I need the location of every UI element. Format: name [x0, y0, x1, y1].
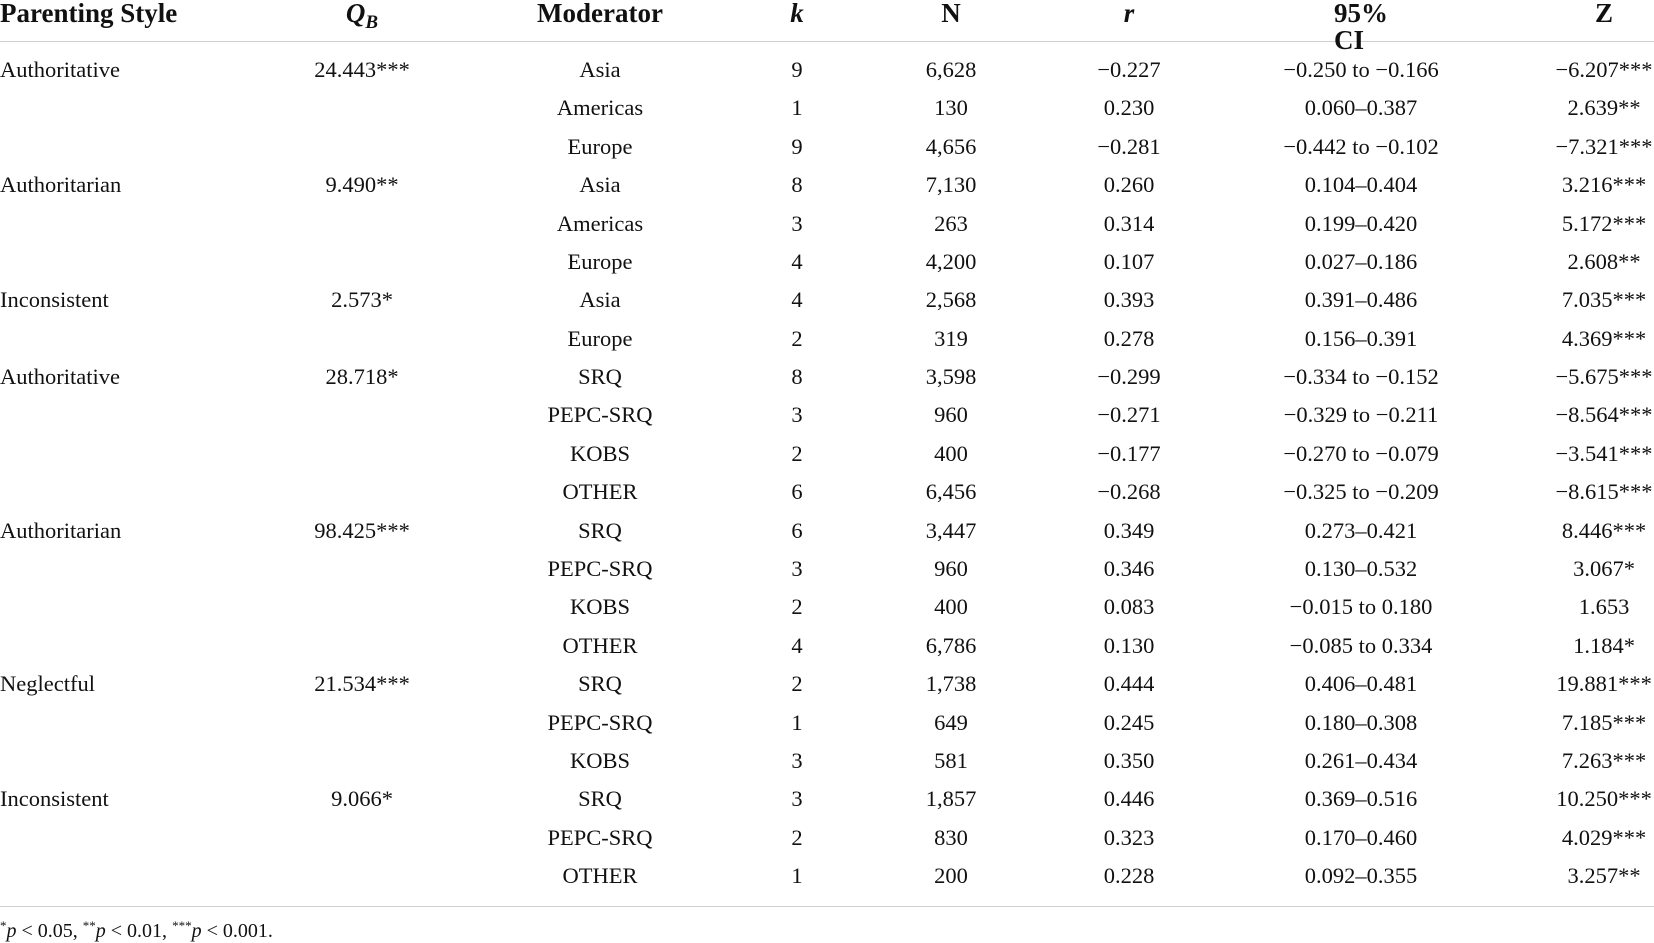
cell-ci-value: 0.391–0.486	[1304, 287, 1418, 313]
cell-ci-value: −0.325 to −0.209	[1283, 479, 1439, 505]
cell-n-value: 3,447	[925, 517, 977, 543]
footnote-text-1: < 0.05,	[16, 920, 83, 942]
table-row	[0, 358, 1654, 396]
cell-moderator-value: KOBS	[569, 440, 631, 466]
table-row	[0, 397, 1654, 435]
cell-n-value: 649	[934, 709, 968, 735]
table-row	[0, 281, 1654, 319]
cell-z-value: 7.035***	[1561, 287, 1647, 313]
cell-z-value: 1.653	[1578, 594, 1630, 620]
table-row	[0, 588, 1654, 626]
cell-qb-value: 21.534***	[314, 671, 410, 697]
cell-parenting-style	[0, 289, 109, 312]
table-row	[0, 627, 1654, 665]
cell-ci-value: 0.170–0.460	[1304, 824, 1418, 850]
cell-k-value: 3	[791, 786, 803, 812]
cell-z-value: 10.250***	[1556, 786, 1652, 812]
cell-parenting-style-value: Authoritative	[0, 364, 120, 390]
cell-ci-value: −0.085 to 0.334	[1289, 632, 1433, 658]
cell-ci-value: 0.027–0.186	[1304, 248, 1418, 274]
header-z-label: Z	[1595, 0, 1614, 28]
cell-k-value: 9	[791, 56, 803, 82]
cell-ci-value: 0.060–0.387	[1304, 95, 1418, 121]
cell-z-value: −6.207***	[1555, 56, 1653, 82]
table-row	[0, 819, 1654, 857]
cell-k-value: 2	[791, 671, 803, 697]
table-row	[0, 166, 1654, 204]
cell-moderator-value: Asia	[579, 56, 621, 82]
cell-k-value: 6	[791, 479, 803, 505]
cell-moderator-value: OTHER	[562, 863, 638, 889]
cell-r-value: −0.177	[1097, 440, 1161, 466]
cell-moderator-value: Europe	[567, 325, 633, 351]
table-bottom-rule	[0, 906, 1654, 907]
cell-n-value: 4,656	[925, 133, 977, 159]
cell-r-value: 0.349	[1103, 517, 1155, 543]
header-moderator-label: Moderator	[537, 0, 663, 28]
header-k-label: k	[790, 0, 804, 28]
table-row	[0, 320, 1654, 358]
header-parenting-style: Parenting Style	[0, 0, 178, 28]
cell-parenting-style-value: Authoritative	[0, 56, 120, 82]
cell-ci-value: −0.442 to −0.102	[1283, 133, 1439, 159]
cell-k-value: 3	[791, 747, 803, 773]
cell-k-value: 4	[791, 248, 803, 274]
cell-moderator-value: PEPC-SRQ	[547, 556, 653, 582]
table-row	[0, 857, 1654, 895]
cell-z-value: −8.564***	[1555, 402, 1653, 428]
table-row	[0, 512, 1654, 550]
cell-z-value: 2.639**	[1567, 95, 1641, 121]
cell-r-value: −0.271	[1097, 402, 1161, 428]
footnote-star-2: **	[82, 918, 96, 933]
cell-ci-value: 0.092–0.355	[1304, 863, 1418, 889]
cell-moderator-value: Europe	[567, 133, 633, 159]
cell-parenting-style	[0, 56, 120, 82]
cell-r-value: 0.346	[1103, 556, 1155, 582]
cell-r-value: −0.281	[1097, 133, 1161, 159]
cell-k-value: 1	[791, 863, 803, 889]
cell-ci-value: −0.270 to −0.079	[1283, 440, 1439, 466]
cell-parenting-style-value: Inconsistent	[0, 287, 109, 313]
cell-moderator-value: Americas	[556, 95, 644, 121]
cell-parenting-style-value: Authoritarian	[0, 172, 122, 198]
table-row	[0, 665, 1654, 703]
header-ci-label: 95% CI	[1334, 0, 1388, 55]
cell-r-value: 0.278	[1103, 325, 1155, 351]
cell-n-value: 1,738	[925, 671, 977, 697]
cell-n-value: 581	[934, 747, 968, 773]
cell-r-value: −0.268	[1097, 479, 1161, 505]
cell-ci-value: 0.369–0.516	[1304, 786, 1418, 812]
cell-parenting-style	[0, 366, 120, 389]
cell-k-value: 3	[791, 402, 803, 428]
cell-moderator-value: Americas	[556, 210, 644, 236]
cell-k-value: 8	[791, 172, 803, 198]
cell-r-value: −0.227	[1097, 56, 1161, 82]
cell-r-value: 0.350	[1103, 747, 1155, 773]
cell-n-value: 6,456	[925, 479, 977, 505]
cell-z-value: −8.615***	[1555, 479, 1653, 505]
significance-footnote	[0, 919, 273, 941]
cell-r-value: 0.228	[1103, 863, 1155, 889]
cell-n-value: 960	[934, 402, 968, 428]
cell-ci-value: 0.156–0.391	[1304, 325, 1418, 351]
cell-n-value: 960	[934, 556, 968, 582]
cell-moderator-value: PEPC-SRQ	[547, 402, 653, 428]
cell-n-value: 6,786	[925, 632, 977, 658]
cell-ci-value: −0.334 to −0.152	[1283, 364, 1439, 390]
footnote-p-2: p	[95, 920, 106, 942]
cell-n-value: 200	[934, 863, 968, 889]
cell-moderator-value: Asia	[579, 287, 621, 313]
cell-qb-value: 98.425***	[314, 517, 410, 543]
header-n-label: N	[941, 0, 961, 28]
header-qb-subscript: B	[365, 12, 379, 33]
footnote-text-3: < 0.001.	[201, 920, 273, 942]
cell-parenting-style-value: Authoritarian	[0, 517, 122, 543]
cell-z-value: 8.446***	[1561, 517, 1647, 543]
cell-z-value: 7.263***	[1561, 747, 1647, 773]
cell-parenting-style-value: Neglectful	[0, 671, 95, 697]
cell-n-value: 1,857	[925, 786, 977, 812]
cell-ci-value: 0.406–0.481	[1304, 671, 1418, 697]
cell-moderator-value: SRQ	[578, 517, 622, 543]
cell-ci-value: −0.329 to −0.211	[1283, 402, 1439, 428]
cell-moderator-value: KOBS	[569, 747, 631, 773]
cell-n-value: 130	[934, 95, 968, 121]
cell-n-value: 400	[934, 440, 968, 466]
footnote-star-3: ***	[172, 918, 192, 933]
cell-k-value: 4	[791, 632, 803, 658]
cell-r-value: 0.130	[1103, 632, 1155, 658]
cell-ci-value: 0.180–0.308	[1304, 709, 1418, 735]
cell-ci-value: 0.261–0.434	[1304, 747, 1418, 773]
header-r-label: r	[1123, 0, 1135, 28]
cell-z-value: 5.172***	[1561, 210, 1647, 236]
cell-z-value: 1.184*	[1573, 632, 1635, 658]
cell-n-value: 3,598	[925, 364, 977, 390]
cell-k-value: 2	[791, 325, 803, 351]
cell-parenting-style	[0, 517, 122, 543]
footnote-p-1: p	[6, 920, 17, 942]
cell-n-value: 319	[934, 325, 968, 351]
cell-n-value: 2,568	[925, 287, 977, 313]
cell-k-value: 3	[791, 210, 803, 236]
cell-parenting-style	[0, 788, 109, 811]
cell-z-value: −3.541***	[1555, 440, 1653, 466]
cell-n-value: 7,130	[925, 172, 977, 198]
cell-k-value: 9	[791, 133, 803, 159]
cell-z-value: −5.675***	[1555, 364, 1653, 390]
footnote-star-1: *	[0, 918, 7, 933]
table-row	[0, 205, 1654, 243]
cell-ci-value: 0.130–0.532	[1304, 556, 1418, 582]
cell-qb-value: 2.573*	[331, 287, 393, 313]
table-header	[0, 0, 1654, 55]
cell-moderator-value: OTHER	[562, 632, 638, 658]
cell-moderator-value: PEPC-SRQ	[547, 709, 653, 735]
cell-n-value: 4,200	[925, 248, 977, 274]
cell-k-value: 2	[791, 824, 803, 850]
cell-moderator-value: OTHER	[562, 479, 638, 505]
cell-z-value: 19.881***	[1556, 671, 1652, 697]
cell-moderator-value: SRQ	[578, 671, 622, 697]
cell-ci-value: −0.250 to −0.166	[1283, 56, 1439, 82]
cell-z-value: 4.029***	[1561, 824, 1647, 850]
cell-k-value: 2	[791, 440, 803, 466]
cell-n-value: 400	[934, 594, 968, 620]
table-row	[0, 780, 1654, 818]
table-row	[0, 550, 1654, 588]
cell-moderator-value: SRQ	[578, 364, 622, 390]
table-row	[0, 704, 1654, 742]
table-row	[0, 473, 1654, 511]
cell-moderator-value: KOBS	[569, 594, 631, 620]
cell-k-value: 6	[791, 517, 803, 543]
cell-moderator-value: SRQ	[578, 786, 622, 812]
cell-n-value: 830	[934, 824, 968, 850]
cell-k-value: 2	[791, 594, 803, 620]
cell-r-value: 0.260	[1103, 172, 1155, 198]
cell-qb-value: 24.443***	[314, 56, 410, 82]
cell-z-value: 3.257**	[1567, 863, 1641, 889]
cell-qb-value: 9.066*	[331, 786, 393, 812]
table-row	[0, 742, 1654, 780]
cell-qb-value: 28.718*	[325, 364, 399, 390]
cell-z-value: 3.216***	[1561, 172, 1647, 198]
footnote-text-2: < 0.01,	[105, 920, 173, 942]
cell-r-value: 0.323	[1103, 824, 1155, 850]
cell-ci-value: −0.015 to 0.180	[1289, 594, 1433, 620]
cell-z-value: 3.067*	[1573, 556, 1635, 582]
table-body	[0, 51, 1654, 896]
cell-qb-value: 9.490**	[325, 172, 399, 198]
cell-ci-value: 0.273–0.421	[1304, 517, 1418, 543]
cell-n-value: 6,628	[925, 56, 977, 82]
cell-r-value: 0.393	[1103, 287, 1155, 313]
cell-k-value: 4	[791, 287, 803, 313]
table-row	[0, 128, 1654, 166]
cell-r-value: 0.083	[1103, 594, 1155, 620]
footnote-p-3: p	[191, 920, 202, 942]
cell-ci-value: 0.199–0.420	[1304, 210, 1418, 236]
table-row	[0, 435, 1654, 473]
table-row	[0, 243, 1654, 281]
cell-r-value: 0.444	[1103, 671, 1155, 697]
cell-r-value: −0.299	[1097, 364, 1161, 390]
cell-r-value: 0.107	[1103, 248, 1155, 274]
cell-n-value: 263	[934, 210, 968, 236]
cell-r-value: 0.314	[1103, 210, 1155, 236]
cell-z-value: 7.185***	[1561, 709, 1647, 735]
cell-parenting-style	[0, 673, 95, 696]
cell-r-value: 0.245	[1103, 709, 1155, 735]
cell-r-value: 0.446	[1103, 786, 1155, 812]
cell-ci-value: 0.104–0.404	[1304, 172, 1418, 198]
cell-moderator-value: Europe	[567, 248, 633, 274]
table-row	[0, 89, 1654, 127]
cell-k-value: 8	[791, 364, 803, 390]
cell-parenting-style-value: Inconsistent	[0, 786, 109, 812]
cell-k-value: 3	[791, 556, 803, 582]
cell-z-value: 2.608**	[1567, 248, 1641, 274]
cell-k-value: 1	[791, 709, 803, 735]
header-qb-letter: Q	[345, 0, 366, 28]
cell-z-value: 4.369***	[1561, 325, 1647, 351]
cell-moderator-value: Asia	[579, 172, 621, 198]
cell-parenting-style	[0, 174, 121, 197]
cell-r-value: 0.230	[1103, 95, 1155, 121]
cell-z-value: −7.321***	[1555, 133, 1653, 159]
cell-moderator-value: PEPC-SRQ	[547, 824, 653, 850]
table-row	[0, 51, 1654, 89]
cell-k-value: 1	[791, 95, 803, 121]
